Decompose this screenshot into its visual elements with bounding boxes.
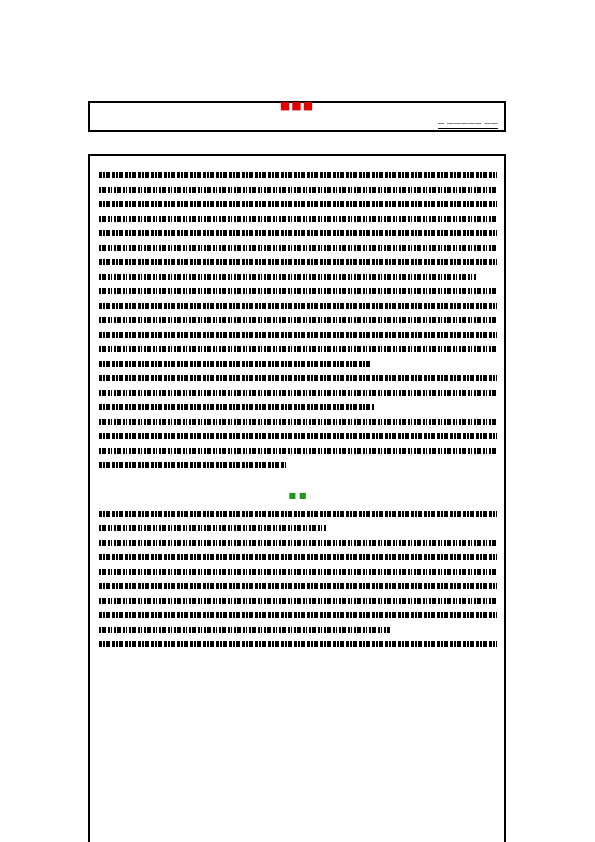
section-heading: ■ ■ (288, 491, 307, 500)
illegible-text (99, 361, 370, 367)
text-line (99, 579, 496, 594)
text-line (99, 550, 496, 565)
illegible-text (99, 375, 497, 381)
text-line (99, 623, 496, 638)
illegible-text (99, 448, 497, 454)
illegible-text (99, 540, 497, 546)
document-title: ■■■ (279, 99, 315, 112)
illegible-text (99, 201, 497, 207)
illegible-text (99, 569, 497, 575)
document-header (88, 101, 506, 132)
text-line (99, 608, 496, 623)
text-line (99, 429, 496, 444)
text-line (99, 241, 496, 256)
text-line (99, 255, 496, 270)
paragraph (99, 507, 496, 536)
illegible-text (99, 462, 286, 468)
illegible-text (99, 288, 497, 294)
illegible-text (99, 641, 497, 647)
text-line (99, 357, 496, 372)
illegible-text (99, 404, 374, 410)
text-line (99, 507, 496, 522)
illegible-text (99, 230, 497, 236)
illegible-text (99, 390, 497, 396)
document-body (88, 154, 506, 842)
illegible-text (99, 612, 497, 618)
text-line (99, 226, 496, 241)
text-line (99, 342, 496, 357)
paragraph (99, 536, 496, 638)
illegible-text (99, 627, 390, 633)
text-line (99, 521, 496, 536)
paragraph (99, 415, 496, 473)
text-line (99, 458, 496, 473)
illegible-text (99, 598, 497, 604)
illegible-text (99, 419, 497, 425)
text-line (99, 313, 496, 328)
illegible-text (99, 346, 497, 352)
text-line (99, 284, 496, 299)
illegible-text (99, 245, 497, 251)
text-line (99, 270, 496, 285)
text-line (99, 299, 496, 314)
paragraph (99, 284, 496, 371)
text-line (99, 168, 496, 183)
paragraph (99, 637, 496, 652)
illegible-text (99, 332, 497, 338)
text-line (99, 536, 496, 551)
text-line (99, 565, 496, 580)
text-line (99, 328, 496, 343)
text-line (99, 183, 496, 198)
text-line (99, 197, 496, 212)
illegible-text (99, 303, 497, 309)
document-subtitle: — ————— —— (437, 119, 498, 127)
paragraph (99, 371, 496, 415)
text-line (99, 444, 496, 459)
text-line (99, 415, 496, 430)
text-line (99, 371, 496, 386)
text-line (99, 386, 496, 401)
illegible-text (99, 259, 497, 265)
illegible-text (99, 317, 497, 323)
paragraph (99, 168, 496, 284)
text-line (99, 594, 496, 609)
text-line (99, 637, 496, 652)
illegible-text (99, 274, 477, 280)
text-line (99, 400, 496, 415)
text-line (99, 212, 496, 227)
illegible-text (99, 172, 497, 178)
illegible-text (99, 216, 497, 222)
illegible-text (99, 187, 497, 193)
illegible-text (99, 554, 497, 560)
spacer (99, 473, 496, 485)
illegible-text (99, 525, 326, 531)
illegible-text (99, 511, 497, 517)
illegible-text (99, 433, 497, 439)
illegible-text (99, 583, 497, 589)
